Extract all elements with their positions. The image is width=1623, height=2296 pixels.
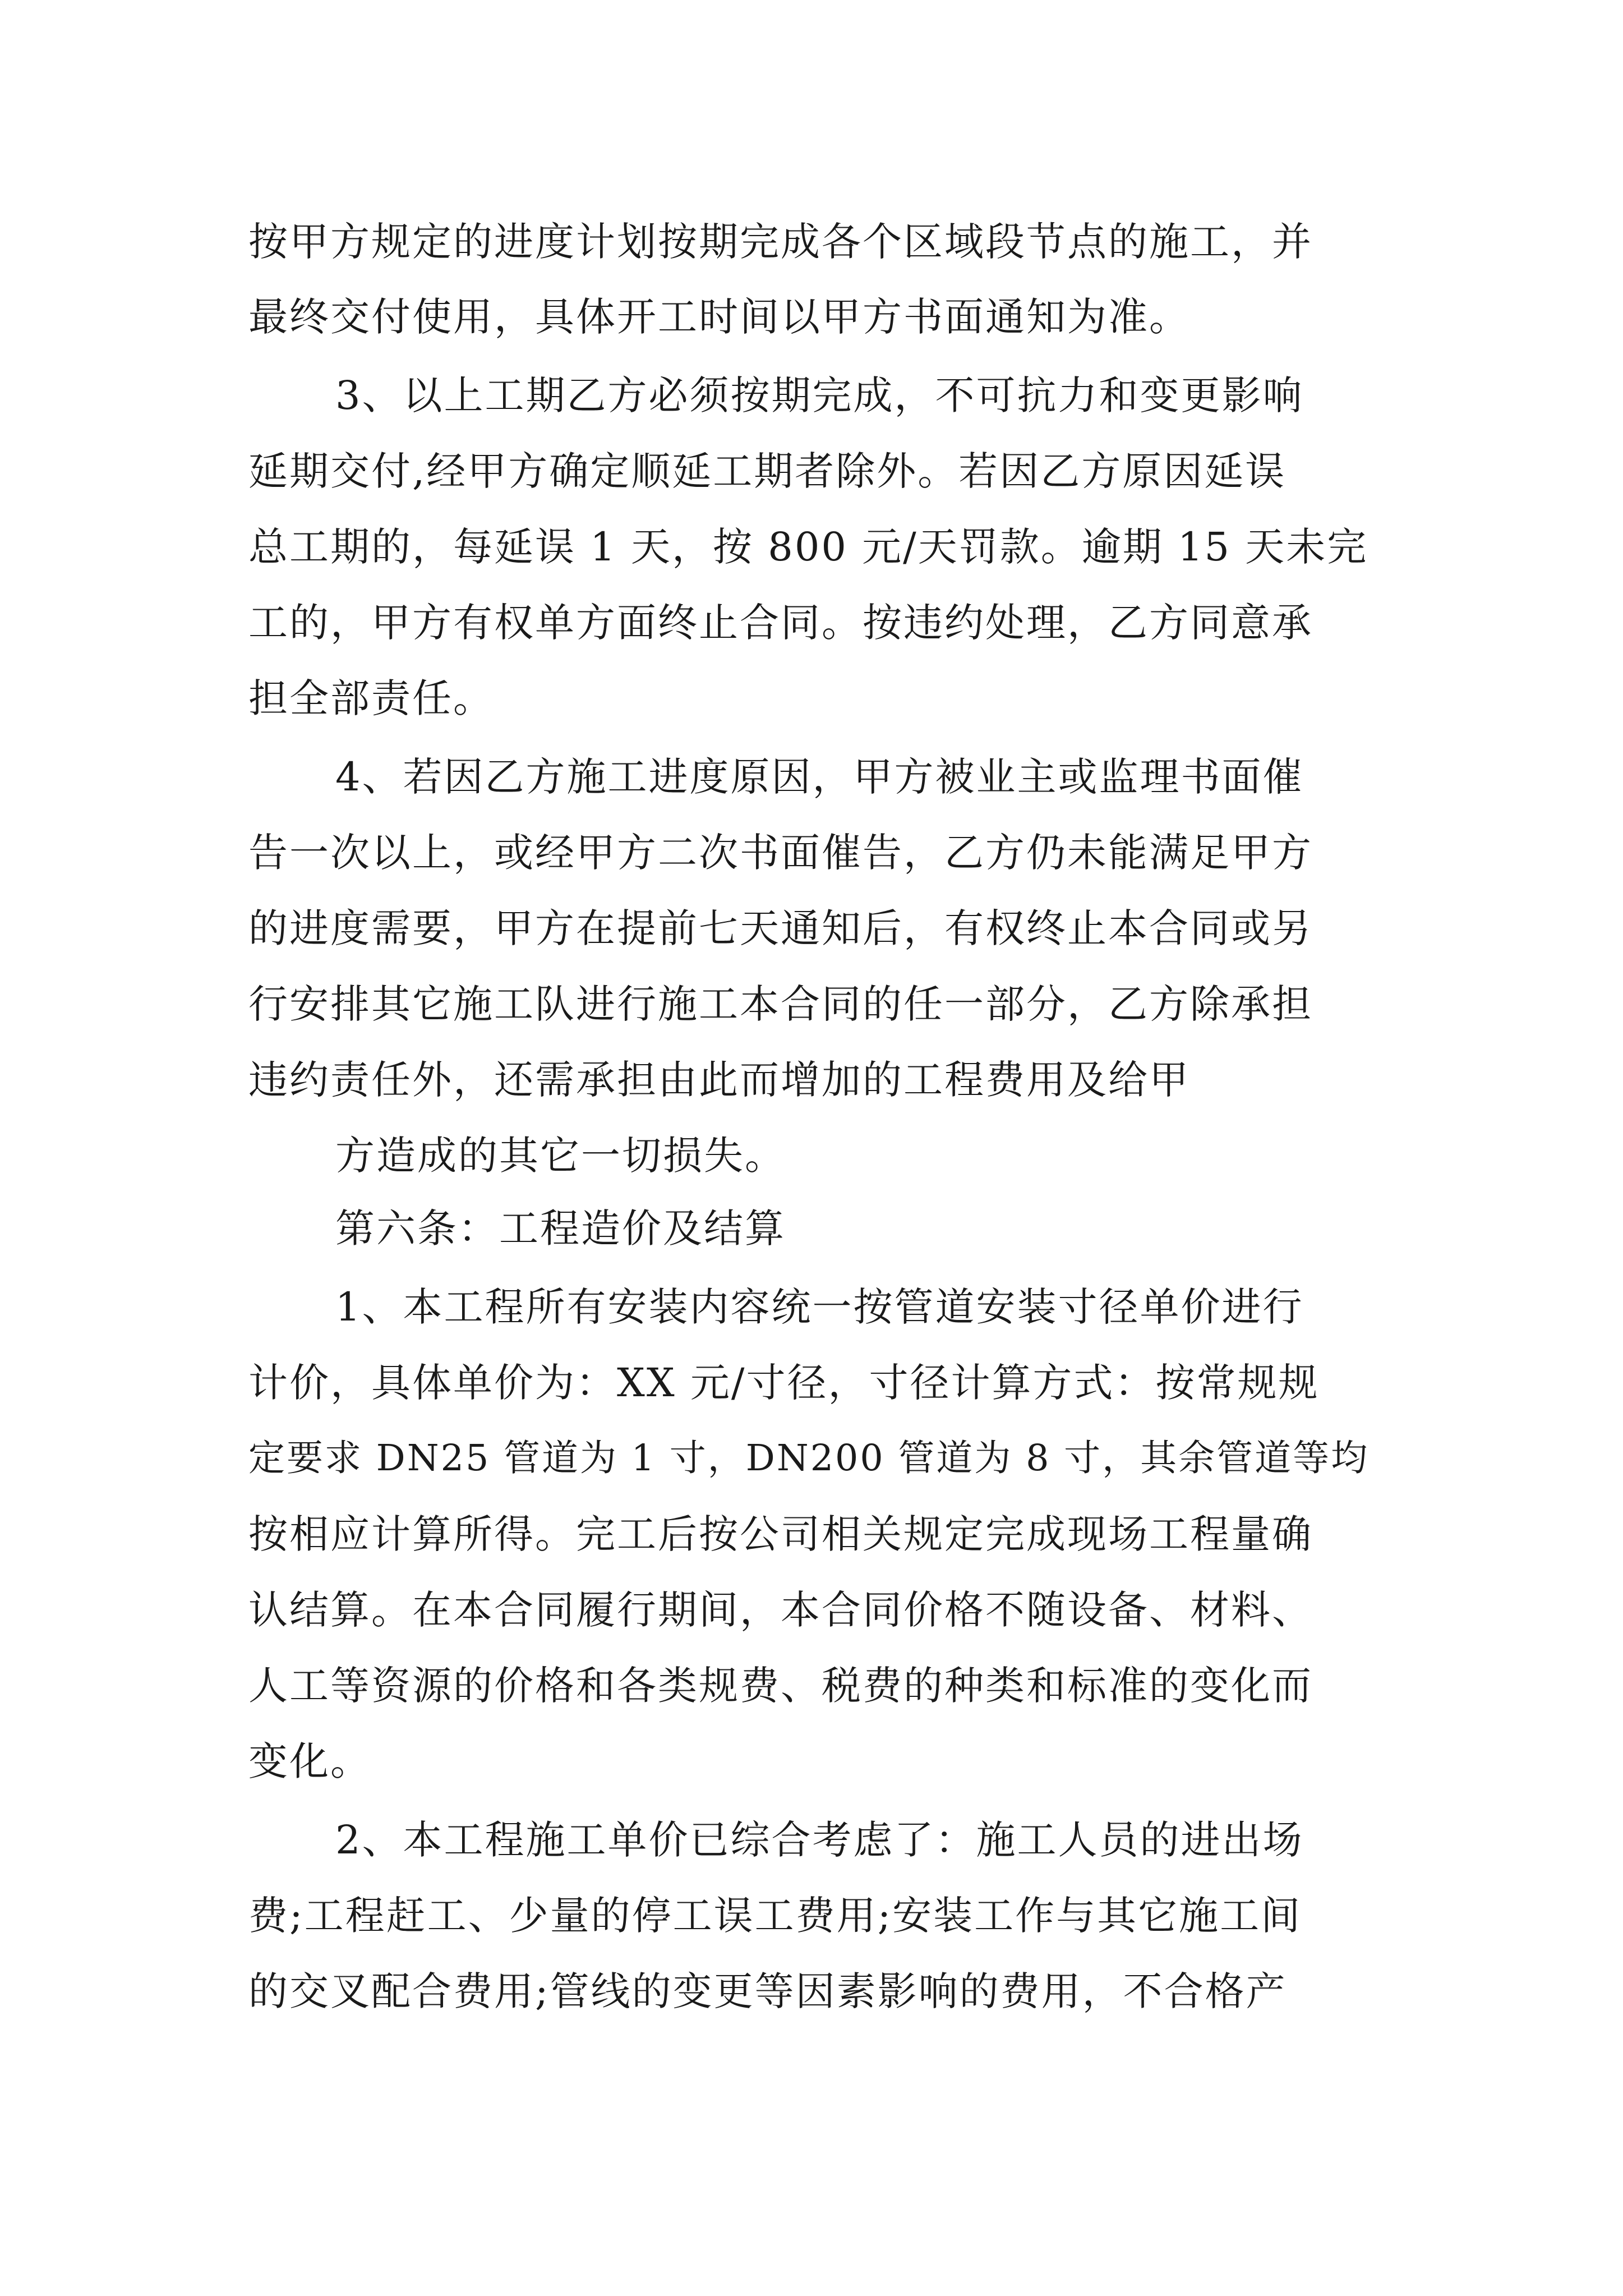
text-line: 2、本工程施工单价已综合考虑了：施工人员的进出场: [335, 1817, 1304, 1863]
text-line: 按相应计算所得。完工后按公司相关规定完成现场工程量确: [248, 1511, 1313, 1557]
section-heading: 第六条：工程造价及结算: [335, 1205, 786, 1251]
text-line: 行安排其它施工队进行施工本合同的任一部分，乙方除承担: [248, 981, 1313, 1027]
text-line: 1、本工程所有安装内容统一按管道安装寸径单价进行: [335, 1284, 1304, 1330]
text-line: 变化。: [248, 1738, 371, 1784]
text-line: 工的，甲方有权单方面终止合同。按违约处理，乙方同意承: [248, 600, 1313, 646]
text-line: 3、以上工期乙方必须按期完成，不可抗力和变更影响: [335, 372, 1304, 418]
text-line: 延期交付,经甲方确定顺延工期者除外。若因乙方原因延误: [248, 448, 1287, 494]
text-line: 方造成的其它一切损失。: [335, 1133, 786, 1179]
text-line: 按甲方规定的进度计划按期完成各个区域段节点的施工，并: [248, 219, 1313, 265]
text-line: 的进度需要，甲方在提前七天通知后，有权终止本合同或另: [248, 905, 1313, 951]
text-line: 费;工程赶工、少量的停工误工费用;安装工作与其它施工间: [248, 1893, 1302, 1939]
text-line: 的交叉配合费用;管线的变更等因素影响的费用，不合格产: [248, 1968, 1287, 2014]
text-line: 违约责任外，还需承担由此而增加的工程费用及给甲: [248, 1057, 1190, 1103]
text-line: 告一次以上，或经甲方二次书面催告，乙方仍未能满足甲方: [248, 830, 1313, 876]
text-line: 总工期的，每延误 1 天，按 800 元/天罚款。逾期 15 天未完: [248, 524, 1368, 570]
text-line: 定要求 DN25 管道为 1 寸，DN200 管道为 8 寸，其余管道等均: [248, 1437, 1370, 1479]
text-line: 4、若因乙方施工进度原因，甲方被业主或监理书面催: [335, 754, 1304, 800]
text-line: 人工等资源的价格和各类规费、税费的种类和标准的变化而: [248, 1663, 1313, 1709]
text-line: 担全部责任。: [248, 675, 494, 721]
text-line: 计价，具体单价为：XX 元/寸径，寸径计算方式：按常规规: [248, 1360, 1320, 1406]
text-line: 认结算。在本合同履行期间，本合同价格不随设备、材料、: [248, 1587, 1313, 1633]
text-line: 最终交付使用，具体开工时间以甲方书面通知为准。: [248, 294, 1190, 340]
